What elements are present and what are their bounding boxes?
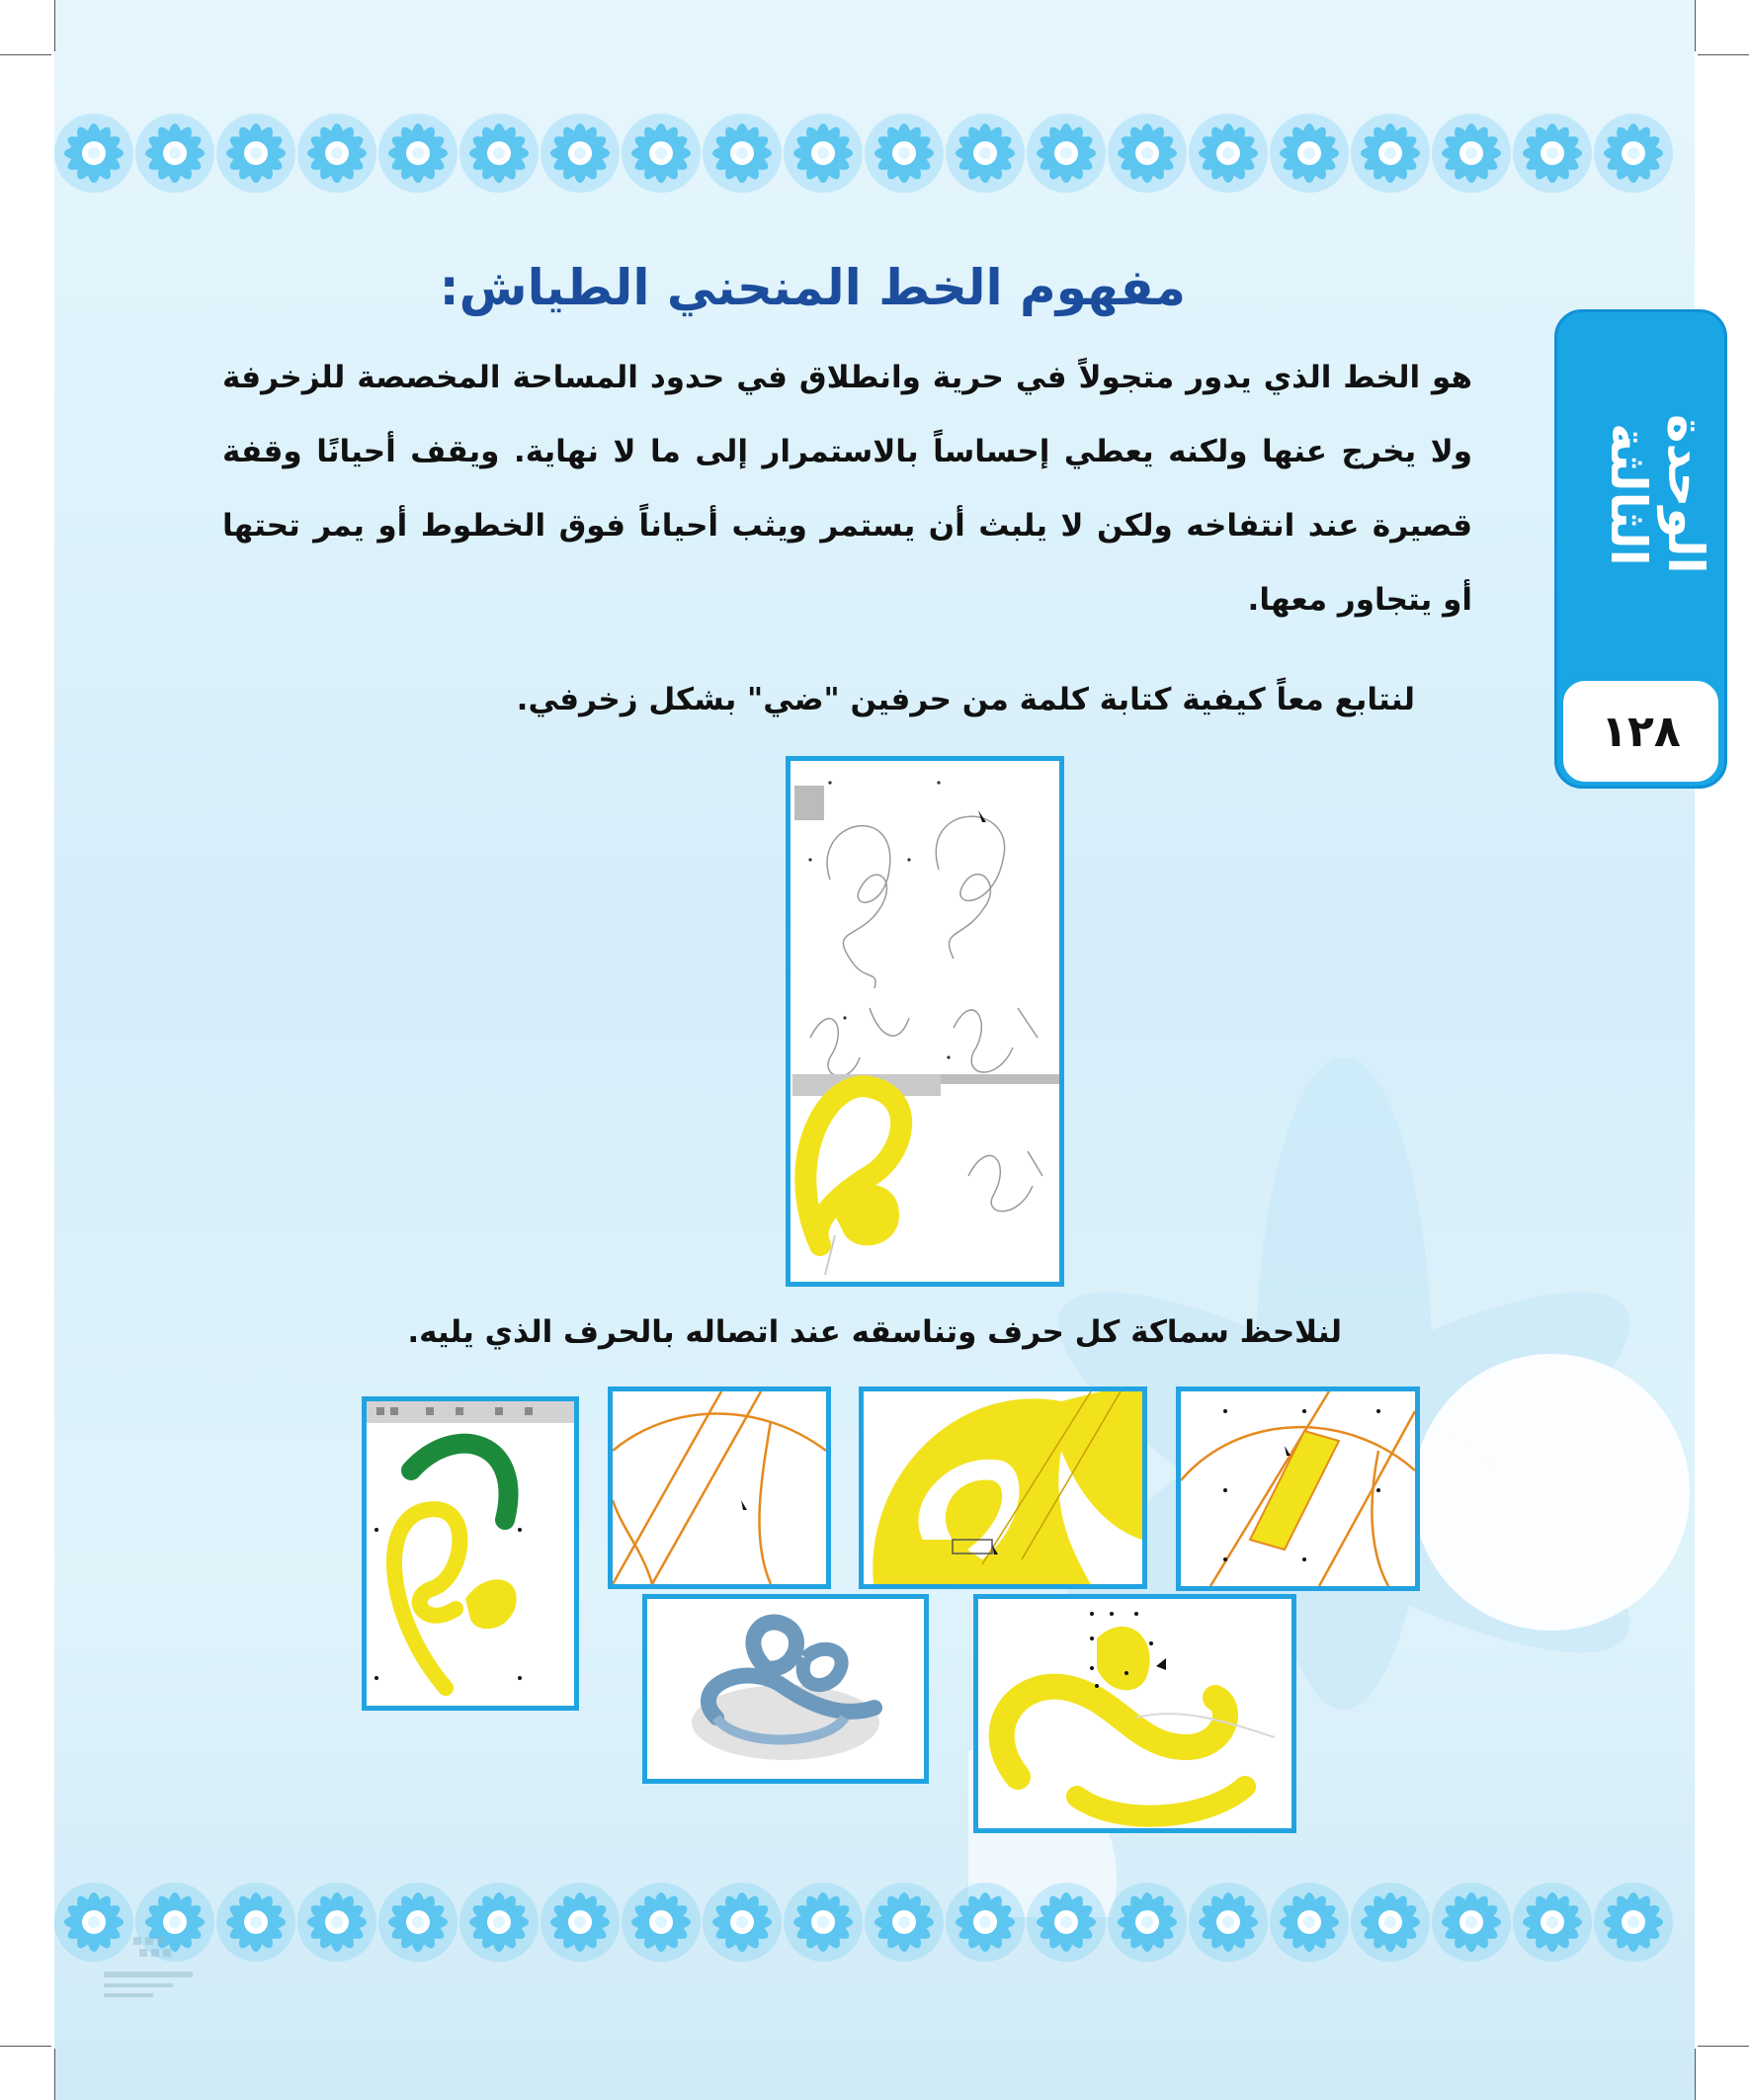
yellow-final-image bbox=[978, 1599, 1291, 1828]
instruction-text-1: لنتابع معاً كيفية كتابة كلمة من حرفين "ضي" بشكل زخرفي. bbox=[516, 682, 1415, 717]
unit-label: الوحدة الثالثة bbox=[1600, 414, 1714, 574]
green-stroke-image bbox=[367, 1401, 574, 1706]
top-floral-border bbox=[54, 89, 1695, 208]
calligraphy-steps-figure bbox=[786, 756, 1064, 1287]
crop-mark bbox=[0, 54, 51, 55]
blue-shadow-image bbox=[647, 1599, 924, 1779]
crop-mark bbox=[54, 2049, 55, 2100]
yellow-fill-image bbox=[864, 1391, 1142, 1584]
orange-lines-figure bbox=[608, 1386, 831, 1589]
yellow-fill-figure bbox=[859, 1386, 1147, 1589]
crop-mark bbox=[1695, 0, 1696, 51]
crop-mark bbox=[1698, 54, 1749, 55]
orange-lines-image bbox=[613, 1391, 826, 1584]
orange-yellow-band-figure bbox=[1176, 1386, 1420, 1591]
crop-mark bbox=[1695, 2049, 1696, 2100]
instruction-text-2: لنلاحظ سماكة كل حرف وتناسقه عند اتصاله بالحرف الذي يليه. bbox=[407, 1314, 1342, 1350]
page-number: ١٢٨ bbox=[1559, 677, 1722, 786]
calligraphy-steps-image bbox=[791, 761, 1059, 1282]
yellow-final-figure bbox=[973, 1594, 1296, 1833]
ministry-logo-icon bbox=[94, 1932, 203, 2011]
blue-shadow-figure bbox=[642, 1594, 929, 1784]
orange-yellow-band-image bbox=[1181, 1391, 1415, 1586]
crop-mark bbox=[54, 0, 55, 51]
toolbar-green-stroke-figure bbox=[362, 1396, 579, 1711]
bottom-floral-border bbox=[54, 1863, 1695, 1981]
crop-mark bbox=[0, 2046, 51, 2047]
definition-paragraph: هو الخط الذي يدور متجولاً في حرية وانطلاق في حدود المساحة المخصصة للزخرفة ولا يخرج عنها ولكنه يعطي إحساساً بالاستمرار إلى ما لا نهاية. ويقف أحيانًا وقفة قصيرة عند انتفاخه ولكن لا يلبث أن يستمر ويثب أحياناً فوق الخطوط أو يمر تحتها أو يتجاور معها. bbox=[222, 360, 1472, 618]
page-title: مفهوم الخط المنحني الطياش: bbox=[439, 259, 1186, 316]
crop-mark bbox=[1698, 2046, 1749, 2047]
